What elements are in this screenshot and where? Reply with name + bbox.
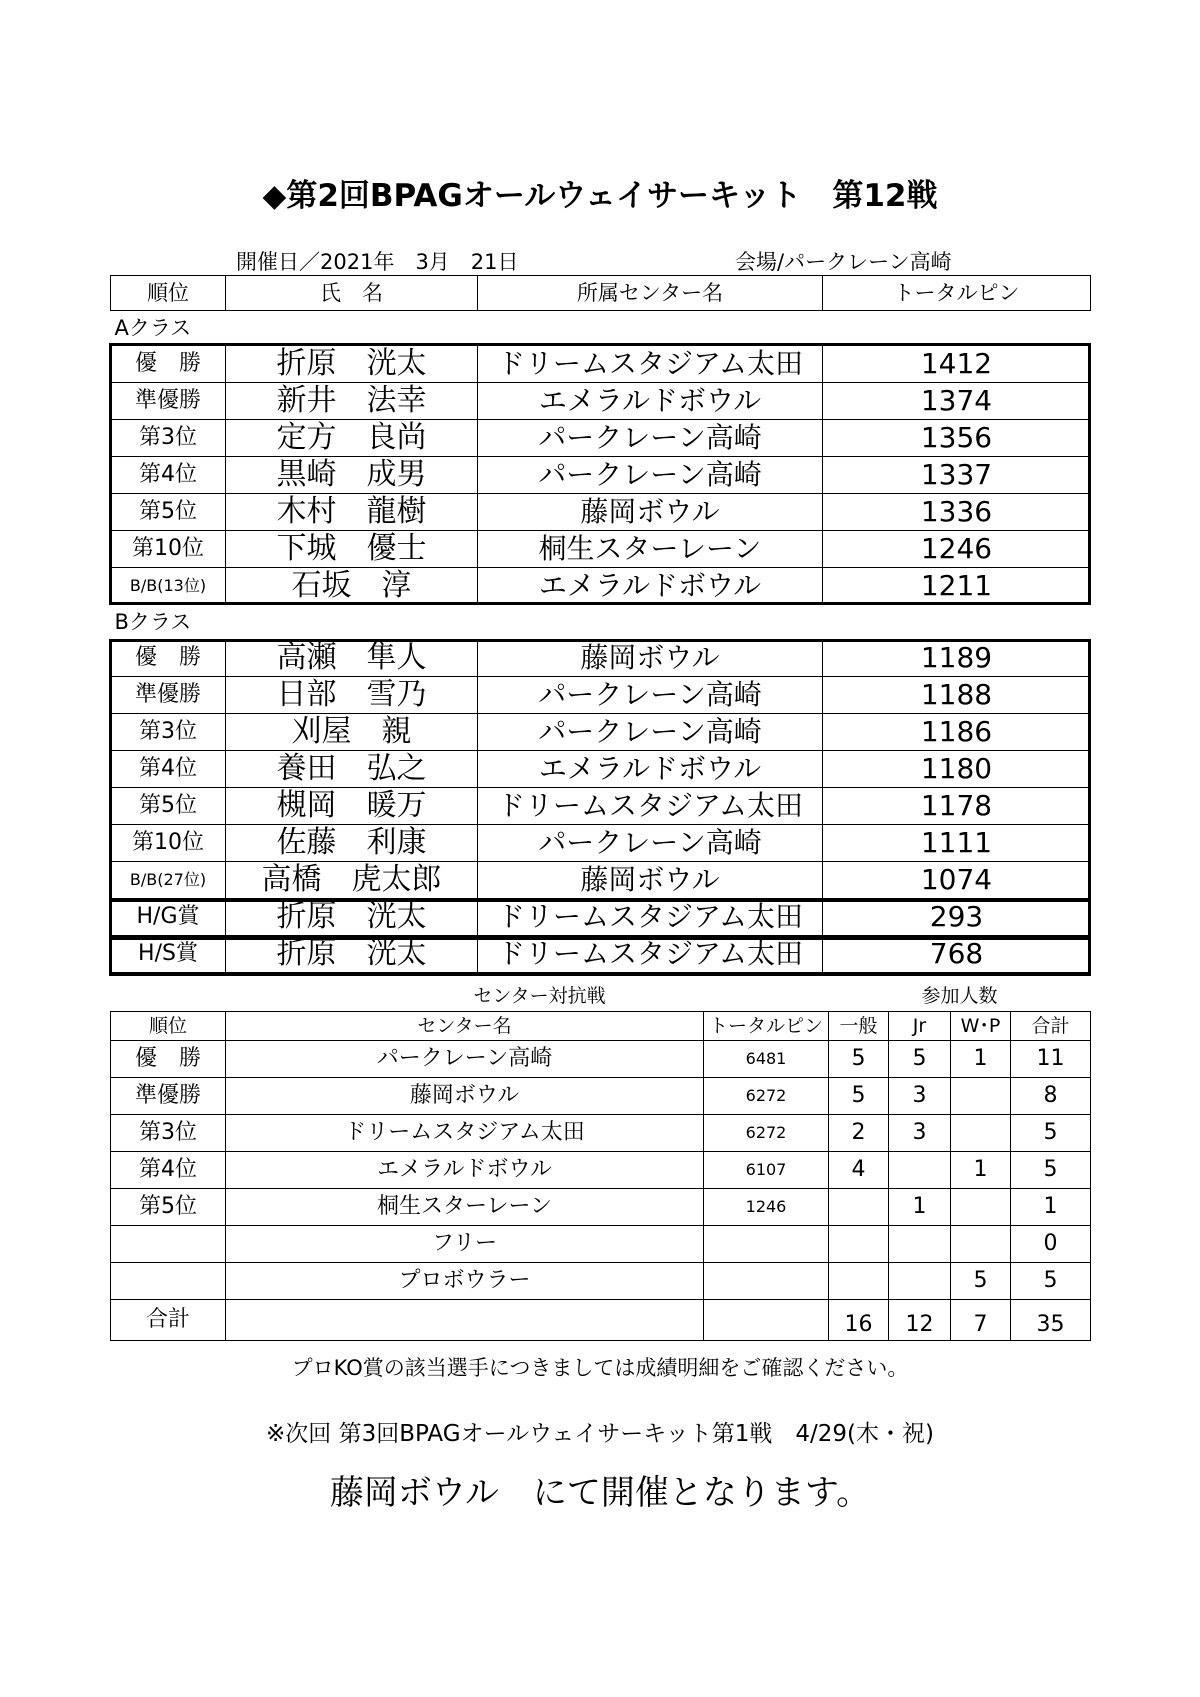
table-row (111, 640, 1091, 677)
table-row (111, 1263, 1091, 1300)
class-a-label-row (111, 311, 1091, 346)
team-header-sum: 合計 (1011, 1012, 1091, 1041)
center-name: エメラルドボウル (478, 383, 823, 420)
rank-cell: B/B(13位) (111, 568, 226, 605)
sum-count: 8 (1011, 1078, 1091, 1115)
rank-cell: 第10位 (111, 531, 226, 568)
total-pins: 1189 (823, 640, 1091, 677)
rank-cell: 第4位 (111, 1152, 226, 1189)
results-table (110, 275, 1091, 973)
wp-count: 1 (951, 1152, 1011, 1189)
center-name: パークレーン高崎 (478, 825, 823, 862)
results-header-row (111, 276, 1091, 311)
award-row-high-game (111, 899, 1091, 936)
center-name: エメラルドボウル (478, 568, 823, 605)
rank-cell: 第5位 (111, 494, 226, 531)
center-name: ドリームスタジアム太田 (478, 936, 823, 973)
player-name: 高橋 虎太郎 (226, 862, 478, 899)
rank-cell: B/B(27位) (111, 862, 226, 899)
jr-count: 5 (889, 1041, 951, 1078)
player-name: 木村 龍樹 (226, 494, 478, 531)
center-name: 藤岡ボウル (226, 1078, 704, 1115)
player-name: 折原 洸太 (226, 936, 478, 973)
jr-count: 1 (889, 1189, 951, 1226)
total-pins: 1356 (823, 420, 1091, 457)
totals-empty-pins (704, 1300, 829, 1341)
table-row (111, 568, 1091, 605)
jr-count (889, 1226, 951, 1263)
total-pins: 1412 (823, 346, 1091, 383)
event-date: 開催日／2021年 3月 21日 (236, 250, 519, 274)
pro-ko-note: プロKO賞の該当選手につきましては成績明細をご確認ください。 (291, 1356, 909, 1380)
table-row (111, 1152, 1091, 1189)
table-row (111, 1041, 1091, 1078)
class-a-label: Aクラス (114, 315, 192, 340)
jr-count (889, 1152, 951, 1189)
center-name: 藤岡ボウル (478, 862, 823, 899)
team-section-title: センター対抗戦 (473, 984, 606, 1007)
team-total-pins: 6107 (704, 1152, 829, 1189)
rank-cell: 優 勝 (111, 346, 226, 383)
player-name: 新井 法幸 (226, 383, 478, 420)
page-title: ◆第2回BPAGオールウェイサーキット 第12戦 (262, 178, 938, 214)
player-name: 刈屋 親 (226, 714, 478, 751)
general-count: 5 (829, 1041, 889, 1078)
team-header-general: 一般 (829, 1012, 889, 1041)
table-row (111, 531, 1091, 568)
event-venue: 会場/パークレーン高崎 (735, 250, 952, 274)
wp-count (951, 1189, 1011, 1226)
table-row (111, 788, 1091, 825)
total-pins: 1111 (823, 825, 1091, 862)
next-event-note: ※次回 第3回BPAGオールウェイサーキット第1戦 4/29(木・祝) (266, 1421, 934, 1447)
player-name: 高瀬 隼人 (226, 640, 478, 677)
team-header-rank: 順位 (111, 1012, 226, 1041)
table-row (111, 346, 1091, 383)
rank-cell: 準優勝 (111, 383, 226, 420)
class-b-label-row (111, 605, 1091, 640)
header-rank: 順位 (111, 276, 226, 311)
wp-count: 5 (951, 1263, 1011, 1300)
rank-cell: 第4位 (111, 751, 226, 788)
table-row (111, 494, 1091, 531)
team-header-jr: Jr (889, 1012, 951, 1041)
sum-count: 5 (1011, 1263, 1091, 1300)
team-header-total: トータルピン (704, 1012, 829, 1041)
rank-cell: 第5位 (111, 788, 226, 825)
award-score: 768 (823, 936, 1091, 973)
center-name: エメラルドボウル (478, 751, 823, 788)
table-row (111, 383, 1091, 420)
team-total-pins: 1246 (704, 1189, 829, 1226)
team-header-center: センター名 (226, 1012, 704, 1041)
header-name: 氏 名 (226, 276, 478, 311)
center-name: プロボウラー (226, 1263, 704, 1300)
rank-cell: 準優勝 (111, 677, 226, 714)
center-name: ドリームスタジアム太田 (478, 346, 823, 383)
total-pins: 1337 (823, 457, 1091, 494)
rank-cell: 第3位 (111, 1115, 226, 1152)
team-table (110, 981, 1091, 1341)
wp-count (951, 1226, 1011, 1263)
center-name: ドリームスタジアム太田 (478, 899, 823, 936)
participants-title: 参加人数 (921, 984, 998, 1007)
team-totals-row (111, 1300, 1091, 1341)
center-name: ドリームスタジアム太田 (226, 1115, 704, 1152)
sum-count: 5 (1011, 1152, 1091, 1189)
table-row (111, 825, 1091, 862)
total-pins: 1246 (823, 531, 1091, 568)
table-row (111, 1115, 1091, 1152)
rank-cell: 準優勝 (111, 1078, 226, 1115)
total-pins: 1180 (823, 751, 1091, 788)
total-pins: 1374 (823, 383, 1091, 420)
header-center: 所属センター名 (478, 276, 823, 311)
team-total-pins (704, 1226, 829, 1263)
player-name: 折原 洸太 (226, 899, 478, 936)
center-name: パークレーン高崎 (478, 714, 823, 751)
table-row (111, 862, 1091, 899)
next-venue-note: 藤岡ボウル にて開催となります。 (329, 1473, 871, 1513)
table-row (111, 1189, 1091, 1226)
award-score: 293 (823, 899, 1091, 936)
totals-jr: 12 (889, 1300, 951, 1341)
award-row-high-series (111, 936, 1091, 973)
rank-cell: 第4位 (111, 457, 226, 494)
general-count: 5 (829, 1078, 889, 1115)
general-count (829, 1263, 889, 1300)
table-row (111, 457, 1091, 494)
center-name: 桐生スターレーン (226, 1189, 704, 1226)
totals-empty-center (226, 1300, 704, 1341)
award-label: H/G賞 (111, 899, 226, 936)
center-name: 桐生スターレーン (478, 531, 823, 568)
wp-count: 1 (951, 1041, 1011, 1078)
totals-sum: 35 (1011, 1300, 1091, 1341)
rank-cell: 優 勝 (111, 640, 226, 677)
rank-cell: 第5位 (111, 1189, 226, 1226)
header-total-pins: トータルピン (823, 276, 1091, 311)
player-name: 下城 優士 (226, 531, 478, 568)
table-row (111, 751, 1091, 788)
center-name: パークレーン高崎 (478, 677, 823, 714)
sum-count: 5 (1011, 1115, 1091, 1152)
totals-general: 16 (829, 1300, 889, 1341)
rank-cell: 第3位 (111, 420, 226, 457)
table-row (111, 677, 1091, 714)
award-label: H/S賞 (111, 936, 226, 973)
general-count (829, 1226, 889, 1263)
total-pins: 1178 (823, 788, 1091, 825)
totals-wp: 7 (951, 1300, 1011, 1341)
team-total-pins: 6481 (704, 1041, 829, 1078)
team-section-title-row (111, 981, 1091, 1012)
player-name: 黒崎 成男 (226, 457, 478, 494)
rank-cell (111, 1226, 226, 1263)
totals-label: 合計 (111, 1300, 226, 1341)
player-name: 養田 弘之 (226, 751, 478, 788)
total-pins: 1188 (823, 677, 1091, 714)
total-pins: 1211 (823, 568, 1091, 605)
player-name: 槻岡 暖万 (226, 788, 478, 825)
center-name: 藤岡ボウル (478, 640, 823, 677)
table-row (111, 1078, 1091, 1115)
sum-count: 0 (1011, 1226, 1091, 1263)
center-name: パークレーン高崎 (226, 1041, 704, 1078)
jr-count: 3 (889, 1078, 951, 1115)
table-row (111, 1226, 1091, 1263)
player-name: 日部 雪乃 (226, 677, 478, 714)
rank-cell: 第3位 (111, 714, 226, 751)
rank-cell (111, 1263, 226, 1300)
team-total-pins: 6272 (704, 1115, 829, 1152)
player-name: 佐藤 利康 (226, 825, 478, 862)
sum-count: 11 (1011, 1041, 1091, 1078)
sum-count: 1 (1011, 1189, 1091, 1226)
center-name: フリー (226, 1226, 704, 1263)
center-name: パークレーン高崎 (478, 420, 823, 457)
general-count (829, 1189, 889, 1226)
general-count: 4 (829, 1152, 889, 1189)
jr-count (889, 1263, 951, 1300)
team-header-row (111, 1012, 1091, 1041)
wp-count (951, 1078, 1011, 1115)
rank-cell: 第10位 (111, 825, 226, 862)
player-name: 定方 良尚 (226, 420, 478, 457)
total-pins: 1336 (823, 494, 1091, 531)
center-name: 藤岡ボウル (478, 494, 823, 531)
jr-count: 3 (889, 1115, 951, 1152)
table-row (111, 714, 1091, 751)
center-name: エメラルドボウル (226, 1152, 704, 1189)
player-name: 石坂 淳 (226, 568, 478, 605)
rank-cell: 優 勝 (111, 1041, 226, 1078)
team-total-pins: 6272 (704, 1078, 829, 1115)
wp-count (951, 1115, 1011, 1152)
center-name: パークレーン高崎 (478, 457, 823, 494)
team-header-wp: W･P (951, 1012, 1011, 1041)
class-b-label: Bクラス (114, 609, 192, 634)
player-name: 折原 洸太 (226, 346, 478, 383)
center-name: ドリームスタジアム太田 (478, 788, 823, 825)
total-pins: 1074 (823, 862, 1091, 899)
team-total-pins (704, 1263, 829, 1300)
general-count: 2 (829, 1115, 889, 1152)
total-pins: 1186 (823, 714, 1091, 751)
table-row (111, 420, 1091, 457)
